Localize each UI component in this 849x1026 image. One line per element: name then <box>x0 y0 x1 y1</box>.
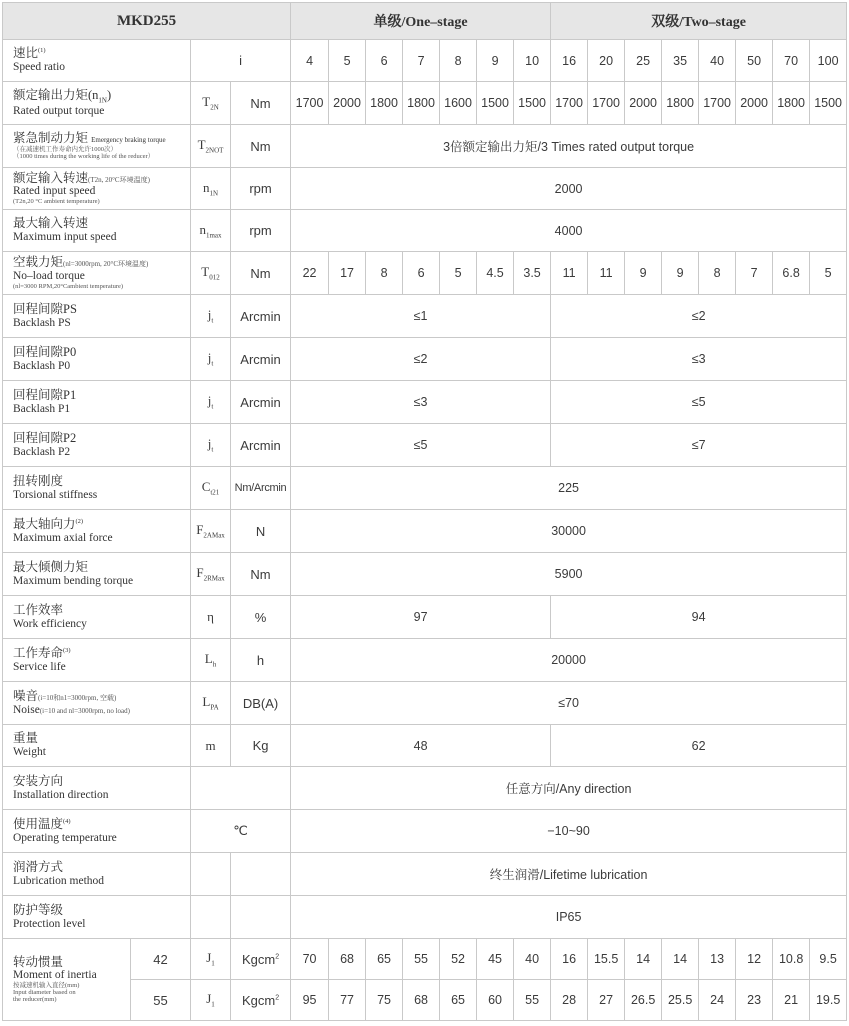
value-cell: ≤5 <box>291 424 551 467</box>
param-label: 最大输入转速 Maximum input speed <box>3 210 191 252</box>
value-cell: 9 <box>625 252 662 295</box>
value-cell: 225 <box>291 467 847 510</box>
unit: Arcmin <box>231 381 291 424</box>
symbol: $F_{2RMax}$ <box>191 553 231 596</box>
value-cell: 16 <box>551 40 588 82</box>
row-inertia-42 <box>3 939 847 980</box>
value-cell: 2000 <box>736 82 773 125</box>
param-label: 最大轴向力$^{(2)}$ Maximum axial force <box>3 510 191 553</box>
symbol-empty <box>191 853 231 896</box>
symbol: $j_t$ <box>191 381 231 424</box>
row-max-bending-torque <box>3 553 847 596</box>
value-cell: 62 <box>551 725 847 767</box>
one-stage-header: 单级/One–stage <box>291 3 551 40</box>
param-label: 防护等级 Protection level <box>3 896 191 939</box>
value-cell: 6.8 <box>773 252 810 295</box>
row-backlash-p1 <box>3 381 847 424</box>
value-cell: 60 <box>477 980 514 1021</box>
value-cell: 10 <box>514 40 551 82</box>
value-cell: 3.5 <box>514 252 551 295</box>
value-cell: 19.5 <box>810 980 847 1021</box>
value-cell: 8 <box>440 40 477 82</box>
value-cell: 14 <box>662 939 699 980</box>
unit: Arcmin <box>231 424 291 467</box>
value-cell: 97 <box>291 596 551 639</box>
value-cell: 终生润滑/Lifetime lubrication <box>291 853 847 896</box>
value-cell: 40 <box>699 40 736 82</box>
param-label: 安装方向 Installation direction <box>3 767 191 810</box>
value-cell: 24 <box>699 980 736 1021</box>
value-cell: ≤7 <box>551 424 847 467</box>
value-cell: 68 <box>403 980 440 1021</box>
unit: h <box>231 639 291 682</box>
symbol: $C_{t21}$ <box>191 467 231 510</box>
unit: Kg <box>231 725 291 767</box>
symbol: $T_{012}$ <box>191 252 231 295</box>
param-label: 额定输出力矩$(n_{1N})$ Rated output torque <box>3 82 191 125</box>
symbol: $n_{1N}$ <box>191 168 231 210</box>
value-cell: 6 <box>366 40 403 82</box>
value-cell: 17 <box>329 252 366 295</box>
value-cell: 12 <box>736 939 773 980</box>
value-cell: 15.5 <box>588 939 625 980</box>
value-cell: ≤3 <box>291 381 551 424</box>
symbol: $L_h$ <box>191 639 231 682</box>
unit-empty <box>231 853 291 896</box>
param-label: 额定输入转速(T2n, 20°C环境温度) Rated input speed (T2n,20 °C ambient temperature) <box>3 168 191 210</box>
value-cell: 50 <box>736 40 773 82</box>
value-cell: 75 <box>366 980 403 1021</box>
row-work-efficiency <box>3 596 847 639</box>
symbol: $j_t$ <box>191 338 231 381</box>
symbol: $j_t$ <box>191 295 231 338</box>
two-stage-header: 双级/Two–stage <box>551 3 847 40</box>
symbol: $L_{PA}$ <box>191 682 231 725</box>
value-cell: 10.8 <box>773 939 810 980</box>
value-cell: 4.5 <box>477 252 514 295</box>
value-cell: ≤1 <box>291 295 551 338</box>
value-cell: 8 <box>366 252 403 295</box>
symbol-unit-empty <box>191 767 291 810</box>
value-cell: 100 <box>810 40 847 82</box>
value-cell: 1800 <box>662 82 699 125</box>
row-operating-temperature <box>3 810 847 853</box>
value-cell: 28 <box>551 980 588 1021</box>
row-emergency-braking-torque <box>3 125 847 168</box>
value-cell: 5 <box>810 252 847 295</box>
value-cell: 7 <box>403 40 440 82</box>
param-label: 回程间隙P1 Backlash P1 <box>3 381 191 424</box>
symbol: i <box>191 40 291 82</box>
value-cell: 13 <box>699 939 736 980</box>
value-cell: 68 <box>329 939 366 980</box>
unit: Kgcm$^2$ <box>231 980 291 1021</box>
value-cell: 65 <box>440 980 477 1021</box>
row-backlash-p0 <box>3 338 847 381</box>
unit: Nm <box>231 82 291 125</box>
value-cell: 11 <box>551 252 588 295</box>
unit: Arcmin <box>231 338 291 381</box>
row-protection-level <box>3 896 847 939</box>
param-label: 使用温度$^{(4)}$ Operating temperature <box>3 810 191 853</box>
row-torsional-stiffness <box>3 467 847 510</box>
value-cell: ≤2 <box>551 295 847 338</box>
unit: Nm/Arcmin <box>231 467 291 510</box>
value-cell: 65 <box>366 939 403 980</box>
param-label: 扭转刚度 Torsional stiffness <box>3 467 191 510</box>
value-cell: 2000 <box>291 168 847 210</box>
unit: rpm <box>231 168 291 210</box>
unit: % <box>231 596 291 639</box>
param-label: 速比$^{(1)}$ Speed ratio <box>3 40 191 82</box>
value-cell: IP65 <box>291 896 847 939</box>
value-cell: 25 <box>625 40 662 82</box>
value-cell: 52 <box>440 939 477 980</box>
value-cell: 48 <box>291 725 551 767</box>
value-cell: ≤2 <box>291 338 551 381</box>
input-diameter: 42 <box>131 939 191 980</box>
value-cell: 5900 <box>291 553 847 596</box>
value-cell: 35 <box>662 40 699 82</box>
param-label: 空载力矩(nl=3000rpm, 20°C环境温度) No–load torque (nl=3000 RPM,20°Cambient temperature) <box>3 252 191 295</box>
value-cell: ≤3 <box>551 338 847 381</box>
value-cell: 2000 <box>625 82 662 125</box>
value-cell: 1800 <box>403 82 440 125</box>
value-cell: 55 <box>403 939 440 980</box>
value-cell: 3倍额定输出力矩/3 Times rated output torque <box>291 125 847 168</box>
symbol: $T_{2NOT}$ <box>191 125 231 168</box>
value-cell: 30000 <box>291 510 847 553</box>
row-no-load-torque <box>3 252 847 295</box>
value-cell: 1800 <box>366 82 403 125</box>
spec-table <box>2 2 847 1021</box>
value-cell: 1700 <box>588 82 625 125</box>
value-cell: 1700 <box>699 82 736 125</box>
param-label: 回程间隙P2 Backlash P2 <box>3 424 191 467</box>
value-cell: 7 <box>736 252 773 295</box>
value-cell: 14 <box>625 939 662 980</box>
unit: Nm <box>231 125 291 168</box>
row-noise <box>3 682 847 725</box>
value-cell: 16 <box>551 939 588 980</box>
unit: Arcmin <box>231 295 291 338</box>
param-label: 回程间隙P0 Backlash P0 <box>3 338 191 381</box>
value-cell: 25.5 <box>662 980 699 1021</box>
symbol: $F_{2AMax}$ <box>191 510 231 553</box>
input-diameter: 55 <box>131 980 191 1021</box>
value-cell: 1700 <box>291 82 329 125</box>
value-cell: ≤5 <box>551 381 847 424</box>
value-cell: 任意方向/Any direction <box>291 767 847 810</box>
param-label: 噪音(i=10和n1=3000rpm, 空载) Noise(i=10 and nl=3000rpm, no load) <box>3 682 191 725</box>
value-cell: 20 <box>588 40 625 82</box>
model-name: MKD255 <box>3 3 291 40</box>
param-label: 回程间隙PS Backlash PS <box>3 295 191 338</box>
row-max-input-speed <box>3 210 847 252</box>
value-cell: ≤70 <box>291 682 847 725</box>
symbol: η <box>191 596 231 639</box>
value-cell: 1800 <box>773 82 810 125</box>
unit: Kgcm$^2$ <box>231 939 291 980</box>
param-label: 工作寿命$^{(3)}$ Service life <box>3 639 191 682</box>
value-cell: 21 <box>773 980 810 1021</box>
value-cell: 8 <box>699 252 736 295</box>
value-cell: 9.5 <box>810 939 847 980</box>
value-cell: 77 <box>329 980 366 1021</box>
symbol: $j_t$ <box>191 424 231 467</box>
value-cell: 4000 <box>291 210 847 252</box>
unit: Nm <box>231 252 291 295</box>
value-cell: 5 <box>329 40 366 82</box>
value-cell: 40 <box>514 939 551 980</box>
value-cell: 20000 <box>291 639 847 682</box>
value-cell: 23 <box>736 980 773 1021</box>
value-cell: 1600 <box>440 82 477 125</box>
value-cell: 22 <box>291 252 329 295</box>
row-service-life <box>3 639 847 682</box>
value-cell: 11 <box>588 252 625 295</box>
param-label: 重量 Weight <box>3 725 191 767</box>
symbol: $J_1$ <box>191 980 231 1021</box>
row-rated-input-speed <box>3 168 847 210</box>
row-backlash-p2 <box>3 424 847 467</box>
row-installation-direction <box>3 767 847 810</box>
row-speed-ratio <box>3 40 847 82</box>
value-cell: 2000 <box>329 82 366 125</box>
param-label: 润滑方式 Lubrication method <box>3 853 191 896</box>
row-rated-output-torque <box>3 82 847 125</box>
value-cell: 4 <box>291 40 329 82</box>
value-cell: 9 <box>662 252 699 295</box>
symbol: $J_1$ <box>191 939 231 980</box>
value-cell: 1700 <box>551 82 588 125</box>
symbol: $n_{1max}$ <box>191 210 231 252</box>
param-label: 最大倾侧力矩 Maximum bending torque <box>3 553 191 596</box>
param-label: 紧急制动力矩 Emergency braking torque （在减速机工作寿命内允许1000次） （1000 times during the working life of the reducer） <box>3 125 191 168</box>
value-cell: 70 <box>291 939 329 980</box>
value-cell: 70 <box>773 40 810 82</box>
value-cell: 1500 <box>477 82 514 125</box>
value-cell: 5 <box>440 252 477 295</box>
param-label: 工作效率 Work efficiency <box>3 596 191 639</box>
unit: N <box>231 510 291 553</box>
unit-empty <box>231 896 291 939</box>
param-label: 转动惯量 Moment of inertia 按减速机输入直径(mm) Input diameter based on the reducer(mm) <box>3 939 131 1021</box>
symbol: $T_{2N}$ <box>191 82 231 125</box>
row-lubrication-method <box>3 853 847 896</box>
value-cell: 1500 <box>514 82 551 125</box>
unit: rpm <box>231 210 291 252</box>
value-cell: 94 <box>551 596 847 639</box>
row-weight <box>3 725 847 767</box>
unit: ℃ <box>191 810 291 853</box>
value-cell: 95 <box>291 980 329 1021</box>
value-cell: 55 <box>514 980 551 1021</box>
value-cell: 1500 <box>810 82 847 125</box>
value-cell: −10~90 <box>291 810 847 853</box>
value-cell: 9 <box>477 40 514 82</box>
value-cell: 27 <box>588 980 625 1021</box>
row-max-axial-force <box>3 510 847 553</box>
value-cell: 45 <box>477 939 514 980</box>
unit: DB(A) <box>231 682 291 725</box>
symbol: m <box>191 725 231 767</box>
row-backlash-ps <box>3 295 847 338</box>
value-cell: 6 <box>403 252 440 295</box>
unit: Nm <box>231 553 291 596</box>
symbol-empty <box>191 896 231 939</box>
value-cell: 26.5 <box>625 980 662 1021</box>
